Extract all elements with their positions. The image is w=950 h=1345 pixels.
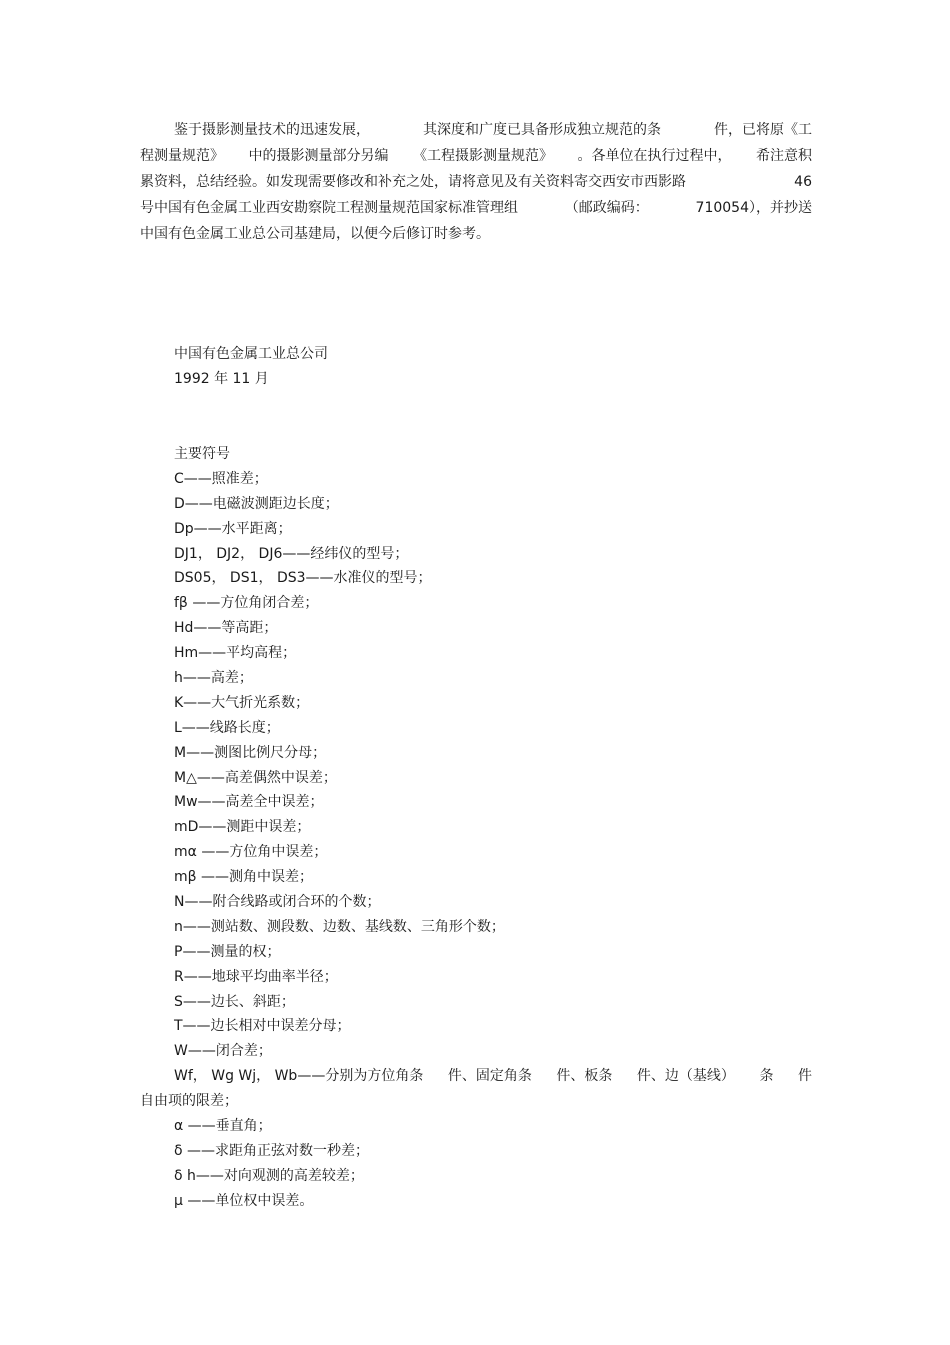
intro-segment: 《工程摄影测量规范》 <box>413 148 553 164</box>
intro-segment: 。各单位在执行过程中， <box>577 148 732 164</box>
symbol-item: h——高差； <box>174 670 253 687</box>
intro-line-5 <box>140 221 812 247</box>
intro-segment: 其深度和广度已具备形成独立规范的条 <box>423 122 661 138</box>
symbol-item: mα ——方位角中误差； <box>174 844 328 861</box>
symbol-segment: 件 <box>797 1068 812 1085</box>
intro-segment: 程测量规范》 <box>140 148 224 164</box>
intro-segment: 中国有色金属工业总公司基建局，以便今后修订时参考。 <box>140 226 490 242</box>
symbol-item-wrapped <box>140 1064 812 1114</box>
symbol-item: M△——高差偶然中误差； <box>174 769 337 786</box>
intro-segment: 累资料，总结经验。如发现需要修改和补充之处，请将意见及有关资料寄交西安市西影路 <box>140 174 686 190</box>
intro-line-2 <box>140 143 812 169</box>
symbols-list <box>174 467 814 1064</box>
intro-segment: （邮政编码： <box>564 200 649 216</box>
signature-org: 中国有色金属工业总公司 <box>174 346 328 362</box>
symbol-item: n——测站数、测段数、边数、基线数、三角形个数； <box>174 918 505 935</box>
symbol-item: C——照准差； <box>174 470 268 487</box>
symbol-item: S——边长、斜距； <box>174 993 295 1010</box>
symbol-item: Dp——水平距离； <box>174 520 292 537</box>
symbol-item: K——大气折光系数； <box>174 694 310 711</box>
signature-block <box>174 342 328 392</box>
intro-segment: 号中国有色金属工业西安勘察院工程测量规范国家标准管理组 <box>140 200 518 216</box>
intro-paragraph <box>140 117 812 247</box>
symbols-section <box>140 442 814 1214</box>
symbol-item: W——闭合差； <box>174 1043 272 1060</box>
intro-segment: 46 <box>794 174 812 190</box>
symbol-item: DS05， DS1， DS3——水准仪的型号； <box>174 570 432 587</box>
intro-segment: 中的摄影测量部分另编 <box>248 148 389 164</box>
symbol-segment: Wf， Wg Wj， Wb——分别为方位角条 <box>174 1068 424 1085</box>
signature-date: 1992 年 11 月 <box>174 371 269 387</box>
symbol-item: δ h——对向观测的高差较差； <box>174 1167 364 1184</box>
symbol-segment: 件、板条 <box>556 1068 613 1085</box>
symbol-item: mβ ——测角中误差； <box>174 869 314 886</box>
symbol-item: P——测量的权； <box>174 943 281 960</box>
symbol-item: DJ1， DJ2， DJ6——经纬仪的型号； <box>174 545 409 562</box>
symbol-item-wrapped-line-2: 自由项的限差； <box>140 1093 238 1110</box>
symbol-item: Hm——平均高程； <box>174 645 297 662</box>
symbol-item: μ ——单位权中误差。 <box>174 1192 314 1209</box>
symbol-item-wrapped-line-1 <box>140 1064 812 1089</box>
symbol-item: δ ——求距角正弦对数一秒差； <box>174 1142 370 1159</box>
intro-segment: 希注意积 <box>756 148 812 164</box>
symbol-item: Hd——等高距； <box>174 620 278 637</box>
symbol-segment: 条 <box>759 1068 774 1085</box>
symbol-item: N——附合线路或闭合环的个数； <box>174 894 381 911</box>
symbol-item: R——地球平均曲率半径； <box>174 968 338 985</box>
symbol-item: mD——测距中误差； <box>174 819 311 836</box>
intro-line-3 <box>140 169 812 195</box>
symbol-item: Mw——高差全中误差； <box>174 794 324 811</box>
symbols-list-continued <box>174 1114 814 1214</box>
intro-line-4 <box>140 195 812 221</box>
symbol-item: α ——垂直角； <box>174 1118 272 1135</box>
symbols-heading: 主要符号 <box>174 446 230 462</box>
symbol-item: T——边长相对中误差分母； <box>174 1018 351 1035</box>
symbol-item: L——线路长度； <box>174 719 280 736</box>
symbol-segment: 件、固定角条 <box>447 1068 532 1085</box>
intro-segment: 件，已将原《工 <box>714 122 812 138</box>
intro-segment: 鉴于摄影测量技术的迅速发展， <box>174 122 370 138</box>
symbol-item: M——测图比例尺分母； <box>174 744 327 761</box>
symbol-item: fβ ——方位角闭合差； <box>174 595 319 612</box>
symbol-segment: 件、边（基线） <box>636 1068 735 1085</box>
symbol-item: D——电磁波测距边长度； <box>174 495 339 512</box>
intro-line-1 <box>140 117 812 143</box>
intro-segment: 710054），并抄送 <box>695 200 812 216</box>
